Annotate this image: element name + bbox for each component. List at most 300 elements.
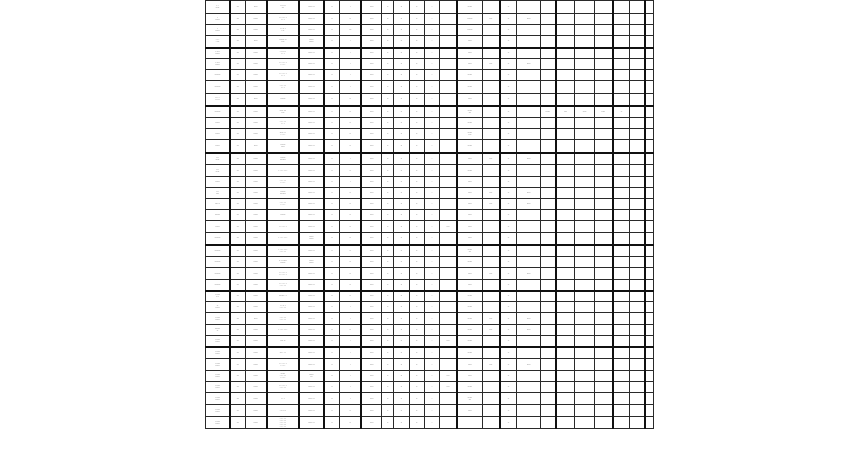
table-cell [517, 245, 540, 257]
table-cell [540, 221, 555, 233]
table-cell [594, 48, 612, 59]
table-cell: ------ [245, 382, 266, 393]
table-cell: ------ [245, 199, 266, 210]
table-cell [613, 140, 630, 153]
table-cell: -- [409, 359, 424, 371]
table-cell: - - - - - - - - - [267, 177, 300, 188]
table-cell: -- [409, 118, 424, 129]
table-cell: - [424, 177, 439, 188]
table-cell [594, 14, 612, 25]
table-cell [645, 291, 653, 302]
table-cell [630, 268, 645, 280]
table-cell [630, 59, 645, 70]
table-cell: ------ -- [299, 382, 323, 393]
table-cell: - [424, 153, 439, 165]
table-cell [575, 233, 594, 245]
table-cell: ----- [457, 359, 482, 371]
table-cell [594, 199, 612, 210]
table-cell [613, 221, 630, 233]
table-cell: - [340, 347, 361, 359]
table-cell: -- [394, 210, 409, 221]
table-cell: ------ [245, 359, 266, 371]
table-cell [575, 129, 594, 140]
table-cell: ------- - - [267, 291, 300, 302]
table-cell [540, 291, 555, 302]
table-cell: ----- [245, 140, 266, 153]
table-cell: ----- [361, 177, 381, 188]
table-cell [594, 221, 612, 233]
table-cell: -- [409, 94, 424, 106]
table-cell: - - - - - - - - - - - - - - - - - - - - - - - - - [267, 417, 300, 429]
table-cell: - [424, 165, 439, 177]
table-cell: -- [382, 313, 394, 325]
table-cell: ------ [245, 268, 266, 280]
table-cell [440, 1, 457, 14]
table-cell [575, 36, 594, 48]
table-cell [482, 177, 499, 188]
table-row [206, 393, 654, 405]
table-cell [645, 359, 653, 371]
table-cell [540, 393, 555, 405]
table-cell: -- [394, 59, 409, 70]
table-cell [645, 210, 653, 221]
table-cell: - [424, 188, 439, 199]
table-cell: - [424, 106, 439, 118]
table-cell [482, 393, 499, 405]
table-cell: ----- [361, 382, 381, 393]
table-cell: - [424, 245, 439, 257]
table-cell [540, 25, 555, 36]
table-cell [613, 257, 630, 268]
table-cell: -- [500, 94, 517, 106]
table-cell: -- [324, 25, 340, 36]
table-cell: --- [230, 417, 245, 429]
table-cell: - [424, 291, 439, 302]
table-cell [440, 177, 457, 188]
table-cell: - ----- ------ [206, 393, 230, 405]
table-cell: -- [394, 257, 409, 268]
table-cell [575, 59, 594, 70]
table-cell [613, 25, 630, 36]
table-cell [482, 25, 499, 36]
table-cell [645, 177, 653, 188]
table-cell: -- [394, 280, 409, 291]
table-cell: -- [394, 405, 409, 417]
table-cell [482, 347, 499, 359]
table-cell: - -- - -- [267, 405, 300, 417]
table-cell: -- [382, 1, 394, 14]
table-cell: ----- [361, 1, 381, 14]
table-cell: ------ -- [299, 221, 323, 233]
table-cell [540, 48, 555, 59]
table-cell: -- [340, 405, 361, 417]
table-cell [645, 371, 653, 382]
table-cell [575, 1, 594, 14]
table-cell [630, 405, 645, 417]
table-cell [540, 165, 555, 177]
table-cell: ----- [594, 106, 612, 118]
table-cell: -- [324, 221, 340, 233]
table-cell [613, 233, 630, 245]
table-cell: -- [382, 177, 394, 188]
table-cell: ----- [361, 81, 381, 94]
table-cell [517, 371, 540, 382]
table-cell: - [424, 14, 439, 25]
table-cell: ----- [457, 405, 482, 417]
table-cell [540, 347, 555, 359]
table-cell [482, 382, 499, 393]
table-cell [594, 153, 612, 165]
table-cell [594, 325, 612, 336]
table-cell: -- [500, 118, 517, 129]
table-cell: ----- [457, 188, 482, 199]
table-cell: ----- [361, 221, 381, 233]
table-cell [630, 221, 645, 233]
table-row [206, 221, 654, 233]
table-cell [556, 94, 575, 106]
table-cell: - [424, 118, 439, 129]
table-cell: -- [394, 393, 409, 405]
table-cell: ------ [245, 302, 266, 313]
table-cell: - [340, 382, 361, 393]
table-cell [645, 25, 653, 36]
table-cell: ------- [267, 210, 300, 221]
table-cell: ----- --- ---- [267, 106, 300, 118]
table-cell [482, 94, 499, 106]
table-cell: - [340, 177, 361, 188]
table-cell: - - - - - - - - [267, 118, 300, 129]
table-cell [556, 48, 575, 59]
table-cell [540, 245, 555, 257]
table-cell: ----- [517, 188, 540, 199]
table-cell [440, 302, 457, 313]
table-cell: - - --- - - - - [267, 48, 300, 59]
table-cell [575, 118, 594, 129]
table-cell: ------ -- [299, 177, 323, 188]
table-cell: --- [230, 393, 245, 405]
table-cell [556, 14, 575, 25]
table-cell [575, 14, 594, 25]
table-cell [540, 313, 555, 325]
table-cell [556, 165, 575, 177]
table-cell [594, 118, 612, 129]
table-cell: -- [324, 1, 340, 14]
table-cell: -- [409, 245, 424, 257]
data-table [205, 0, 654, 429]
table-cell [630, 188, 645, 199]
table-cell: -- [340, 417, 361, 429]
table-cell [556, 313, 575, 325]
table-cell: -- [340, 165, 361, 177]
table-cell: -- [409, 14, 424, 25]
table-cell [575, 313, 594, 325]
table-cell: -- [340, 118, 361, 129]
table-cell: ----- [517, 359, 540, 371]
table-cell [440, 70, 457, 81]
table-cell: - [340, 371, 361, 382]
table-cell: ----- [361, 165, 381, 177]
table-cell: -- [340, 268, 361, 280]
table-cell: -- [500, 48, 517, 59]
table-cell [613, 1, 630, 14]
table-cell: -- [382, 118, 394, 129]
table-cell [517, 382, 540, 393]
table-cell [482, 405, 499, 417]
table-cell: -- [324, 382, 340, 393]
table-cell: -- [340, 221, 361, 233]
table-cell: -- [500, 336, 517, 347]
table-cell: --- [230, 210, 245, 221]
table-cell: ------ [457, 118, 482, 129]
table-cell: -- [382, 280, 394, 291]
table-cell: -- [324, 393, 340, 405]
table-cell: -- [500, 347, 517, 359]
table-cell [594, 280, 612, 291]
table-cell: -------- [206, 106, 230, 118]
table-cell: -- [500, 59, 517, 70]
table-cell [440, 210, 457, 221]
table-row [206, 140, 654, 153]
table-cell [575, 140, 594, 153]
table-cell: -- [324, 280, 340, 291]
table-cell: ----- [361, 393, 381, 405]
table-cell [613, 405, 630, 417]
table-cell: - [424, 359, 439, 371]
table-cell: - ----- ------ [206, 336, 230, 347]
table-cell [594, 291, 612, 302]
table-cell [517, 106, 540, 118]
table-cell [517, 48, 540, 59]
table-cell: -- [500, 359, 517, 371]
table-cell: -- [500, 325, 517, 336]
table-cell: ------- -------- [267, 188, 300, 199]
table-cell: ------ [245, 257, 266, 268]
table-cell [630, 177, 645, 188]
table-cell: ------ [245, 81, 266, 94]
table-cell: ------- [457, 25, 482, 36]
table-cell [630, 280, 645, 291]
table-cell: -- [324, 129, 340, 140]
table-cell: ------ -- [299, 118, 323, 129]
table-cell: - [424, 81, 439, 94]
table-cell [613, 48, 630, 59]
table-cell [482, 81, 499, 94]
table-cell: ----- [361, 153, 381, 165]
table-cell [517, 336, 540, 347]
table-cell: ----- [361, 140, 381, 153]
table-cell: ------ [457, 302, 482, 313]
table-cell [645, 233, 653, 245]
table-cell: --- [230, 257, 245, 268]
table-cell: ----- [361, 25, 381, 36]
table-cell [517, 210, 540, 221]
table-cell: -- [500, 153, 517, 165]
table-row [206, 199, 654, 210]
table-cell: ------ -- [299, 153, 323, 165]
table-cell: -- [382, 325, 394, 336]
table-row [206, 325, 654, 336]
table-cell: ------ [457, 325, 482, 336]
table-cell: --- [230, 268, 245, 280]
table-cell [630, 129, 645, 140]
table-cell: ----- [361, 359, 381, 371]
table-cell: ------ -- [299, 25, 323, 36]
table-cell [540, 210, 555, 221]
table-cell: --- [230, 70, 245, 81]
table-cell [482, 118, 499, 129]
table-cell [594, 359, 612, 371]
table-cell: -- [394, 118, 409, 129]
table-row [206, 280, 654, 291]
table-cell: --- [230, 302, 245, 313]
table-cell [540, 257, 555, 268]
table-cell: -- [500, 280, 517, 291]
table-cell [440, 36, 457, 48]
table-cell: -- [324, 359, 340, 371]
table-row [206, 36, 654, 48]
table-cell [440, 268, 457, 280]
table-cell [540, 70, 555, 81]
table-cell [613, 165, 630, 177]
table-cell [645, 106, 653, 118]
table-cell: ----- [361, 14, 381, 25]
table-cell: -- [382, 36, 394, 48]
table-cell: -- [324, 106, 340, 118]
table-row [206, 210, 654, 221]
table-cell: - [340, 313, 361, 325]
table-cell [440, 257, 457, 268]
table-cell: -- [409, 233, 424, 245]
table-cell [440, 188, 457, 199]
table-cell: -- [409, 188, 424, 199]
table-cell [556, 325, 575, 336]
table-cell: -- [500, 25, 517, 36]
table-cell [630, 48, 645, 59]
table-cell: -- [340, 129, 361, 140]
table-cell: -- [382, 48, 394, 59]
table-cell: ------ [245, 118, 266, 129]
table-cell: - [424, 25, 439, 36]
table-cell [575, 405, 594, 417]
table-cell: ------ [206, 140, 230, 153]
table-cell: - - - - - - - - - [267, 14, 300, 25]
table-cell [517, 347, 540, 359]
table-cell: -- [382, 14, 394, 25]
table-cell: -- [382, 257, 394, 268]
table-cell: -- [500, 313, 517, 325]
table-cell [540, 199, 555, 210]
table-cell [594, 94, 612, 106]
table-cell: -- [394, 325, 409, 336]
table-cell: -- [394, 153, 409, 165]
table-cell [630, 25, 645, 36]
table-cell [594, 36, 612, 48]
table-cell: ------ [245, 405, 266, 417]
table-cell: -- [409, 291, 424, 302]
table-cell: ------ -- [299, 140, 323, 153]
table-cell [630, 36, 645, 48]
table-cell: ----- [245, 313, 266, 325]
table-cell: - [340, 302, 361, 313]
table-cell: -- [394, 14, 409, 25]
table-cell: -- [409, 347, 424, 359]
table-cell [645, 36, 653, 48]
table-cell: - [424, 405, 439, 417]
table-cell [482, 257, 499, 268]
table-cell: ------ [245, 393, 266, 405]
table-cell: -- [500, 106, 517, 118]
table-cell [594, 165, 612, 177]
table-cell: -- [500, 165, 517, 177]
table-cell: - [424, 199, 439, 210]
table-row [206, 336, 654, 347]
table-cell [575, 199, 594, 210]
table-cell: -- [324, 199, 340, 210]
table-cell: ------ -- [299, 325, 323, 336]
table-cell: -------- [206, 81, 230, 94]
table-cell [440, 59, 457, 70]
table-cell [613, 199, 630, 210]
table-cell: -- [394, 221, 409, 233]
table-cell: -- [409, 70, 424, 81]
table-cell: - - - - --- [206, 36, 230, 48]
table-cell [440, 291, 457, 302]
table-row [206, 359, 654, 371]
table-row [206, 268, 654, 280]
table-cell: ------ -- [299, 210, 323, 221]
table-cell [613, 302, 630, 313]
table-row [206, 59, 654, 70]
table-cell: -- [324, 165, 340, 177]
table-cell: -- [500, 177, 517, 188]
table-cell [613, 268, 630, 280]
table-row [206, 257, 654, 268]
table-cell: -- [382, 153, 394, 165]
table-cell [645, 221, 653, 233]
table-cell [440, 245, 457, 257]
table-cell [540, 302, 555, 313]
table-cell: -- [500, 393, 517, 405]
table-cell [575, 25, 594, 36]
table-cell [440, 140, 457, 153]
table-cell: -------- [206, 70, 230, 81]
table-row [206, 233, 654, 245]
table-cell [594, 245, 612, 257]
table-cell: ----- [457, 177, 482, 188]
table-cell [457, 417, 482, 429]
table-cell: ------ -- [299, 14, 323, 25]
table-row [206, 14, 654, 25]
table-cell: ----- [457, 48, 482, 59]
table-cell [540, 94, 555, 106]
table-cell: ------ -- [299, 417, 323, 429]
table-cell: - - - - - - - - - - [267, 59, 300, 70]
table-cell [517, 393, 540, 405]
table-cell [517, 257, 540, 268]
table-cell: -- [500, 405, 517, 417]
table-cell: -- [500, 14, 517, 25]
table-cell: -- [340, 291, 361, 302]
table-cell: --- [230, 336, 245, 347]
table-cell: ------ [206, 129, 230, 140]
table-cell [482, 165, 499, 177]
table-cell: -- [324, 313, 340, 325]
table-cell [594, 382, 612, 393]
table-cell [645, 405, 653, 417]
table-cell [613, 129, 630, 140]
table-cell: -- [500, 129, 517, 140]
table-cell [482, 221, 499, 233]
